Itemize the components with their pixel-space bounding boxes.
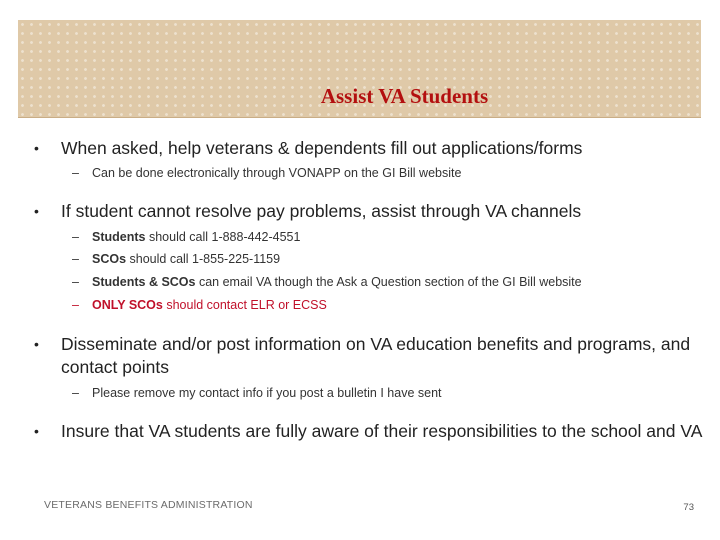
bullet-text: Insure that VA students are fully aware of their responsibilities to the school and VA bbox=[61, 421, 703, 441]
header-banner bbox=[18, 20, 701, 118]
bullet-disseminate-info bbox=[34, 333, 704, 379]
sub-bullet-email-va bbox=[72, 271, 582, 293]
bullet-dot: • bbox=[34, 423, 39, 439]
sub-text: can email VA though the Ask a Question section of the GI Bill website bbox=[195, 275, 582, 289]
sub-text: Can be done electronically through VONAPP on the GI Bill website bbox=[92, 166, 462, 180]
sub-strong: Students bbox=[92, 230, 146, 244]
sub-bullet-vonapp bbox=[72, 162, 461, 184]
slide-title: Assist VA Students bbox=[320, 84, 489, 108]
bullet-student-responsibilities bbox=[34, 420, 704, 443]
sub-bullet-remove-contact bbox=[72, 382, 442, 404]
sub-dash: – bbox=[72, 386, 79, 400]
sub-text: should call 1-855-225-1159 bbox=[126, 252, 281, 266]
sub-text: should call 1-888-442-4551 bbox=[145, 230, 301, 244]
sub-text: should contact ELR or ECSS bbox=[162, 298, 327, 312]
page-number: 73 bbox=[683, 502, 694, 513]
sub-bullet-scos-call bbox=[72, 248, 280, 270]
bullet-dot: • bbox=[34, 140, 39, 156]
sub-dash: – bbox=[72, 230, 79, 244]
sub-dash: – bbox=[72, 298, 79, 312]
bullet-dot: • bbox=[34, 336, 39, 352]
sub-strong: SCOs bbox=[92, 252, 127, 266]
footer-organization: VETERANS BENEFITS ADMINISTRATION bbox=[44, 499, 253, 511]
sub-dash: – bbox=[72, 252, 79, 266]
sub-bullet-students-call bbox=[72, 226, 300, 248]
sub-strong: ONLY SCOs bbox=[92, 298, 163, 312]
sub-dash: – bbox=[72, 275, 79, 289]
sub-strong: Students & SCOs bbox=[92, 275, 196, 289]
bullet-text: When asked, help veterans & dependents fill out applications/forms bbox=[61, 138, 583, 158]
sub-text: Please remove my contact info if you post a bulletin I have sent bbox=[92, 386, 442, 400]
bullet-text: Disseminate and/or post information on VA education benefits and programs, and contact points bbox=[61, 334, 691, 377]
sub-bullet-only-scos bbox=[72, 294, 327, 316]
sub-dash: – bbox=[72, 166, 79, 180]
bullet-pay-problems bbox=[34, 200, 704, 223]
bullet-help-applications bbox=[34, 137, 704, 160]
bullet-dot: • bbox=[34, 203, 39, 219]
bullet-text: If student cannot resolve pay problems, assist through VA channels bbox=[61, 201, 582, 221]
